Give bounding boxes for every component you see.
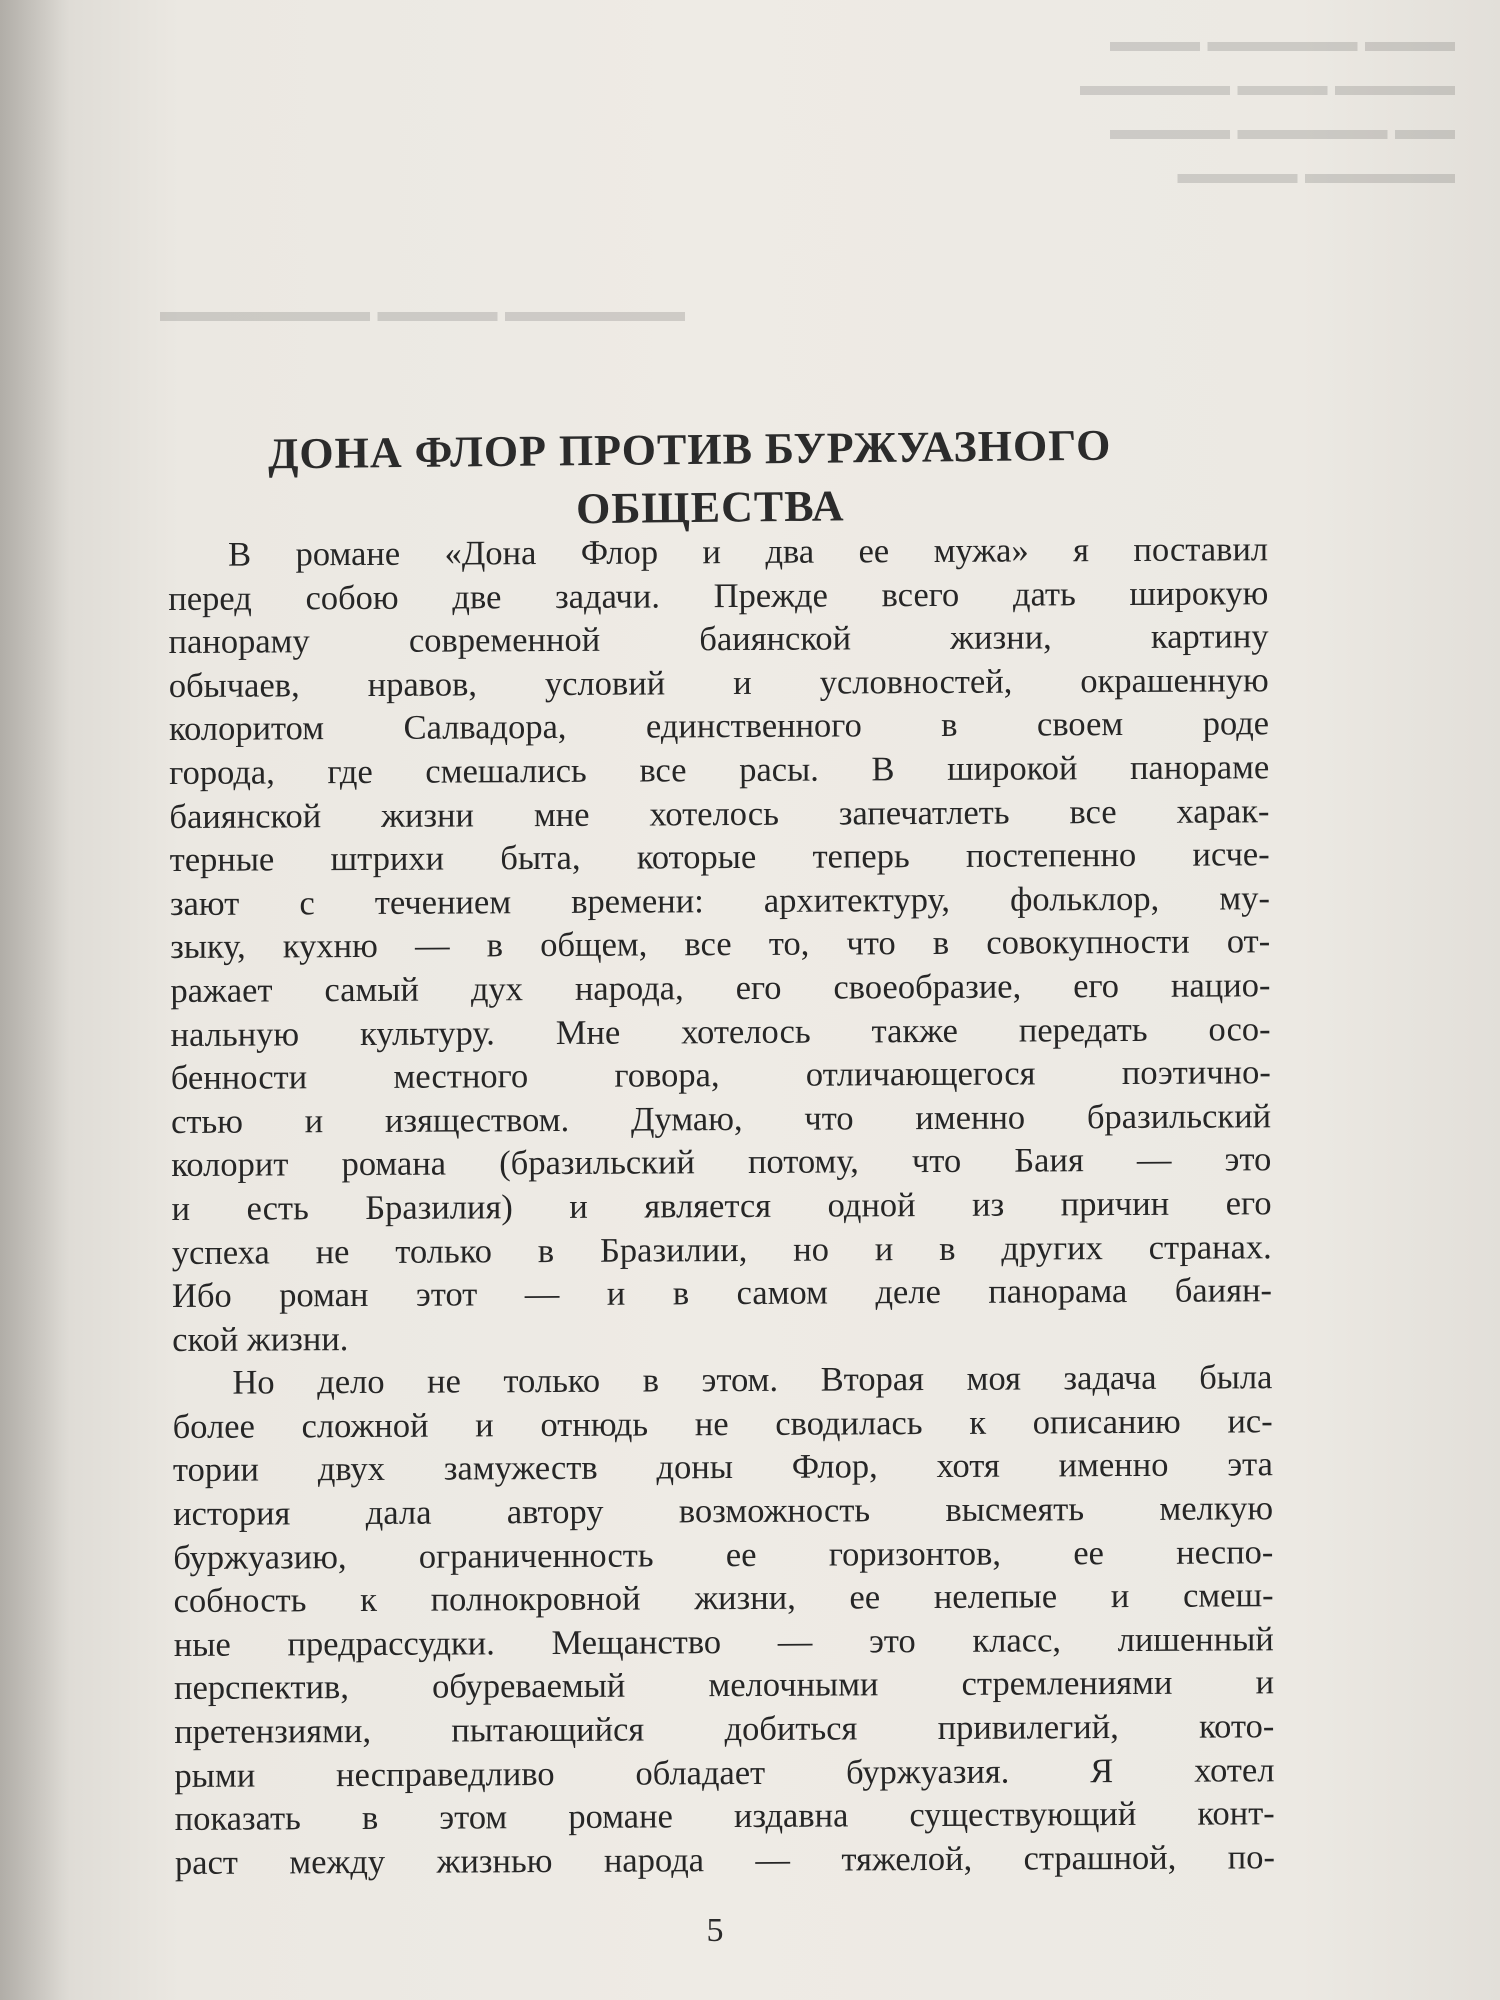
text-line: перспектив, обуреваемый мелочными стремлениями и xyxy=(173,1663,1275,1708)
text-line: колоритом Салвадора, единственного в своем роде xyxy=(168,704,1270,749)
text-line: собность к полнокровной жизни, ее нелепые и смеш- xyxy=(173,1576,1274,1621)
text-line: колорит романа (бразильский потому, что Баия — это xyxy=(171,1140,1272,1185)
paragraph-2 xyxy=(172,1357,1275,1886)
chapter-title xyxy=(239,417,1140,542)
paragraph-1 xyxy=(168,528,1272,1362)
text-line: города, где смешались все расы. В широкой панораме xyxy=(169,748,1270,792)
text-line: стью и изяществом. Думаю, что именно бразильский xyxy=(170,1096,1272,1141)
text-line: бенности местного говора, отличающегося поэтично- xyxy=(170,1053,1271,1098)
text-line: зыку, кухню — в общем, все то, что в совокупности от- xyxy=(170,922,1271,967)
chapter-title-line-2: ОБЩЕСТВА xyxy=(575,481,845,534)
text-line: баиянской жизни мне хотелось запечатлеть все харак- xyxy=(169,791,1270,836)
text-line: буржуазию, ограниченность ее горизонтов, ее неспо- xyxy=(173,1532,1274,1577)
text-line: история дала автору возможность высмеять мелкую xyxy=(173,1489,1274,1534)
text-line: зают с течением времени: архитектуру, фольклор, му- xyxy=(169,878,1271,923)
show-through-text: ▬▬▬ ▬▬▬▬▬ ▬▬▬ ▬▬▬▬ ▬▬▬ ▬▬▬▬▬ ▬▬ ▬▬▬▬▬ ▬▬▬▬ ▬▬▬▬▬ ▬▬▬▬ xyxy=(1080,25,1455,190)
text-line: перед собою две задачи. Прежде всего дать широкую xyxy=(168,573,1269,618)
text-line: Но дело не только в этом. Вторая моя задача была xyxy=(232,1358,1273,1402)
text-line: успеха не только в Бразилии, но и в других странах. xyxy=(171,1227,1272,1272)
body-text xyxy=(168,528,1275,1885)
text-line: панораму современной баиянской жизни, картину xyxy=(168,617,1269,662)
text-line: нальную культуру. Мне хотелось также передать осо- xyxy=(170,1009,1271,1054)
text-line: и есть Бразилия) и является одной из причин его xyxy=(171,1184,1272,1228)
book-gutter-shadow xyxy=(0,0,70,2000)
show-through-text: ▬▬▬▬▬▬ ▬▬▬▬ ▬▬▬▬▬▬▬ xyxy=(160,295,685,328)
text-line: Ибо роман этот — и в самом деле панорама баиян- xyxy=(171,1271,1273,1316)
text-line: терные штрихи быта, которые теперь постепенно исче- xyxy=(169,835,1270,880)
text-line: более сложной и отнюдь не сводилась к описанию ис- xyxy=(172,1402,1273,1446)
page-number: 5 xyxy=(706,1912,724,1949)
text-line: рыми несправедливо обладает буржуазия. Я хотел xyxy=(174,1750,1275,1795)
text-line: показать в этом романе издавна существующий конт- xyxy=(174,1794,1275,1839)
text-line: ные предрассудки. Мещанство — это класс, лишенный xyxy=(173,1620,1274,1664)
chapter-title-line-1: ДОНА ФЛОР ПРОТИВ БУРЖУАЗНОГО xyxy=(267,421,1112,479)
text-line: претензиями, пытающийся добиться привилегий, кото- xyxy=(174,1707,1275,1752)
text-line: обычаев, нравов, условий и условностей, окрашенную xyxy=(168,661,1269,705)
text-line: ражает самый дух народа, его своеобразие, его нацио- xyxy=(170,966,1271,1010)
text-line: ской жизни. xyxy=(172,1319,349,1359)
text-line: тории двух замужеств доны Флор, хотя именно эта xyxy=(172,1445,1273,1490)
text-line: В романе «Дона Флор и два ее мужа» я поставил xyxy=(228,530,1269,574)
text-line: раст между жизнью народа — тяжелой, страшной, по- xyxy=(174,1838,1276,1882)
